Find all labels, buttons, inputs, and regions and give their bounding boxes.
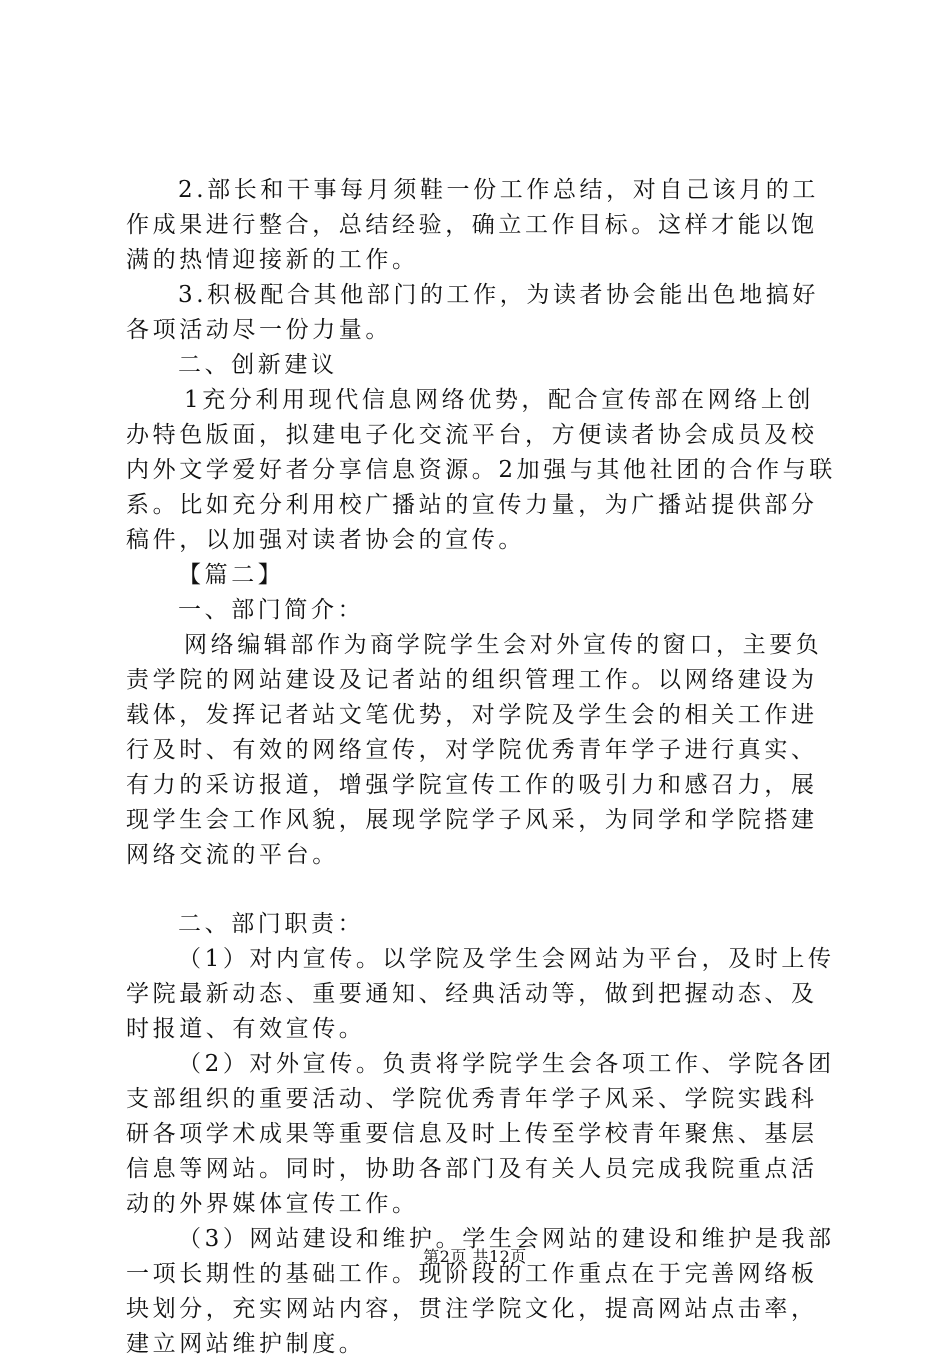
paragraph-gap bbox=[126, 873, 838, 907]
section-heading-innovation: 二、创新建议 bbox=[178, 352, 338, 378]
page-number-footer: 第2页 共12页 bbox=[423, 1247, 527, 1266]
paragraph-duty-internal: （1）对内宣传。以学院及学生会网站为平台，及时上传学院最新动态、重要通知、经典活动等，做到把握动态、及时报道、有效宣传。 bbox=[126, 946, 835, 1042]
document-body bbox=[126, 173, 838, 1362]
section-heading-part-two: 【篇二】 bbox=[178, 562, 285, 588]
section-heading-department-intro: 一、部门简介： bbox=[178, 597, 365, 623]
paragraph-cooperation: 3.积极配合其他部门的工作，为读者协会能出色地搞好各项活动尽一份力量。 bbox=[126, 282, 819, 343]
paragraph-innovation-suggestions: 1充分利用现代信息网络优势，配合宣传部在网络上创办特色版面，拟建电子化交流平台，方便读者协会成员及校内外文学爱好者分享信息资源。2加强与其他社团的合作与联系。比如充分利用校广播站的宣传力量，为广播站提供部分稿件，以加强对读者协会的宣传。 bbox=[126, 387, 836, 553]
paragraph-monthly-summary: 2.部长和干事每月须鞋一份工作总结，对自己该月的工作成果进行整合，总结经验，确立工作目标。这样才能以饱满的热情迎接新的工作。 bbox=[126, 177, 819, 273]
paragraph-duty-website: （3）网站建设和维护。学生会网站的建设和维护是我部一项长期性的基础工作。现阶段的工作重点在于完善网络板块划分，充实网站内容，贯注学院文化，提高网站点击率，建立网站维护制度。 bbox=[126, 1226, 835, 1357]
paragraph-department-intro: 网络编辑部作为商学院学生会对外宣传的窗口，主要负责学院的网站建设及记者站的组织管理工作。以网络建设为载体，发挥记者站文笔优势，对学院及学生会的相关工作进行及时、有效的网络宣传，对学院优秀青年学子进行真实、有力的采访报道，增强学院宣传工作的吸引力和感召力，展现学生会工作风貌，展现学院学子风采，为同学和学院搭建网络交流的平台。 bbox=[126, 632, 823, 868]
section-heading-department-duties: 二、部门职责： bbox=[178, 911, 365, 937]
paragraph-duty-external: （2）对外宣传。负责将学院学生会各项工作、学院各团支部组织的重要活动、学院优秀青年学子风采、学院实践科研各项学术成果等重要信息及时上传至学校青年聚焦、基层信息等网站。同时，协助各部门及有关人员完成我院重点活动的外界媒体宣传工作。 bbox=[126, 1051, 835, 1217]
